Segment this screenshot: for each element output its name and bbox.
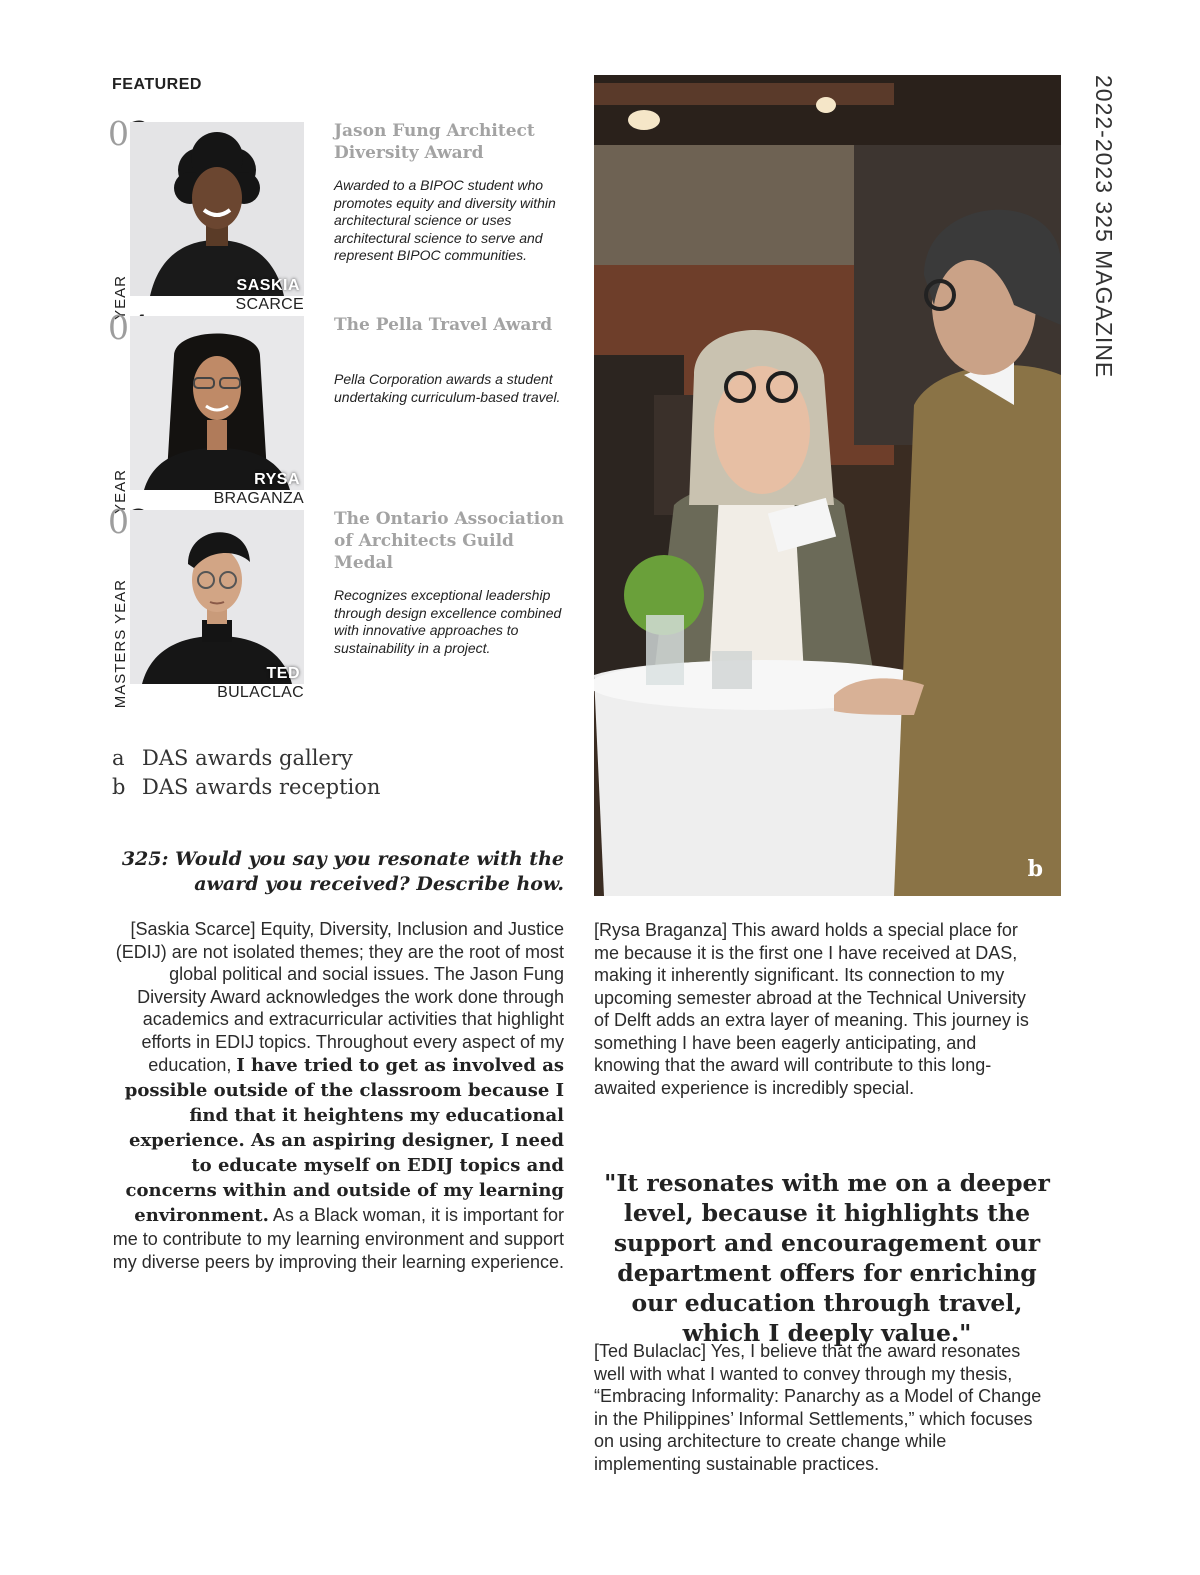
first-name: SASKIA bbox=[236, 277, 300, 294]
first-name: RYSA bbox=[254, 471, 300, 488]
award-entry-rysa bbox=[108, 308, 578, 514]
photo-captions bbox=[112, 744, 380, 802]
last-name: SCARCE bbox=[235, 296, 304, 313]
last-name: BRAGANZA bbox=[213, 490, 304, 507]
ted-answer: [Ted Bulaclac] Yes, I believe that the award resonates well with what I wanted to convey through my thesis, “Embracing Informality: Panarchy as a Model of Change in the Philippines’ Informal Settlements,” which focuses on using architecture to create change while implementing sustainable practices. bbox=[594, 1341, 1042, 1474]
photo-label: b bbox=[1027, 856, 1043, 882]
award-description: Pella Corporation awards a student undertaking curriculum-based travel. bbox=[334, 371, 561, 405]
last-name: BULACLAC bbox=[217, 684, 304, 701]
award-description: Awarded to a BIPOC student who promotes equity and diversity within architectural science or uses architectural science to serve and represent BIPOC communities. bbox=[334, 177, 556, 263]
first-name: TED bbox=[266, 665, 300, 682]
interview-question: 325: Would you say you resonate with the award you received? Describe how. bbox=[121, 848, 564, 895]
pull-quote: "It resonates with me on a deeper level, because it highlights the support and encouragement our department offers for enriching our education through travel, which I deeply value." bbox=[604, 1169, 1050, 1347]
award-title: Jason Fung Architect Diversity Award bbox=[334, 121, 535, 163]
award-entry-ted bbox=[108, 502, 578, 708]
section-label: FEATURED bbox=[112, 76, 202, 93]
portrait-photo bbox=[130, 122, 304, 296]
year-label: YEAR bbox=[112, 469, 129, 514]
caption-item: b DAS awards reception bbox=[112, 775, 381, 799]
saskia-answer: [Saskia Scarce] Equity, Diversity, Inclusion and Justice (EDIJ) are not isolated themes; they are the root of most global political and social issues. The Jason Fung Diversity Award acknowledges the work done through academics and extracurricular activities that highlight efforts in EDIJ topics. Throughout every aspect of my education, I have tried to get as involved as possible outside of the classroom because I find that it heightens my educational experience. As an aspiring designer, I need to educate myself on EDIJ topics and concerns within and outside of my learning environment. As a Black woman, it is important for me to contribute to my learning environment and support my diverse peers by improving their learning experience. bbox=[112, 919, 564, 1272]
award-title: The Ontario Association of Architects Guild Medal bbox=[334, 509, 564, 573]
year-number: 0 bbox=[108, 114, 129, 153]
award-description: Recognizes exceptional leadership through design excellence combined with innovative approaches to sustainability in a project. bbox=[334, 587, 562, 656]
rysa-answer: [Rysa Braganza] This award holds a special place for me because it is the first one I have received at DAS, making it inherently significant. Its connection to my upcoming semester abroad at the Technical University of Delft adds an extra layer of meaning. This journey is something I have been eagerly anticipating, and knowing that the award will contribute to this long-awaited experience is incredibly special. bbox=[594, 920, 1029, 1098]
year-number: 0 bbox=[108, 308, 129, 347]
reception-photo bbox=[594, 75, 1061, 896]
portrait-photo bbox=[130, 316, 304, 490]
emphasized-text: I have tried to get as involved as possible outside of the classroom because I find that it heightens my educational experience. As an aspiring designer, I need to educate myself on EDIJ topics and concerns within and outside of my learning environment. bbox=[124, 1055, 564, 1226]
caption-item: a DAS awards gallery bbox=[112, 746, 353, 770]
year-number: 0 bbox=[108, 502, 129, 541]
award-entry-saskia bbox=[108, 114, 578, 320]
award-title: The Pella Travel Award bbox=[334, 315, 553, 335]
portrait-photo bbox=[130, 510, 304, 684]
year-label: MASTERS YEAR bbox=[112, 578, 129, 708]
magazine-side-title: 2022-2023 325 MAGAZINE bbox=[1091, 75, 1117, 379]
year-label: YEAR bbox=[112, 275, 129, 320]
